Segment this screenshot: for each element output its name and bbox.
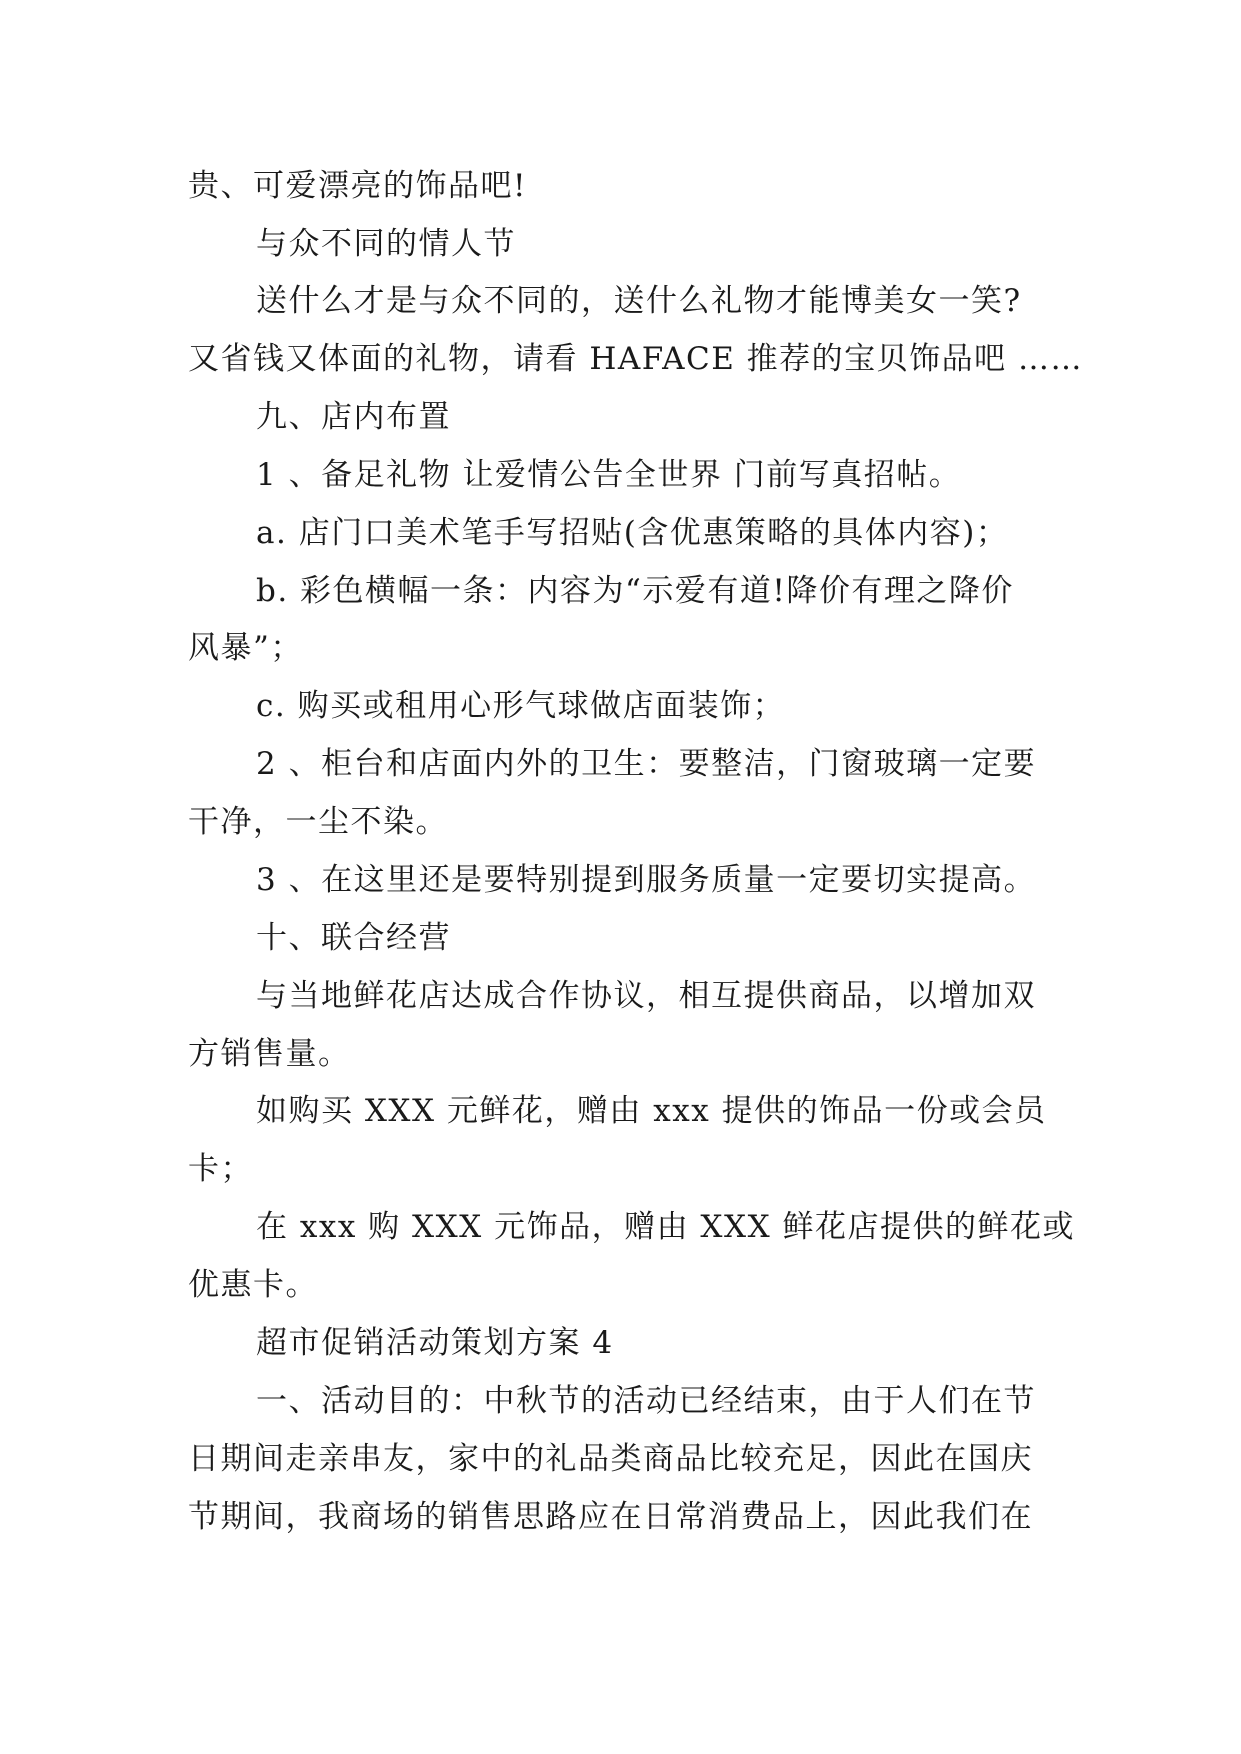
- text-line: a. 店门口美术笔手写招贴(含优惠策略的具体内容)；: [256, 515, 1009, 551]
- section-heading: 与众不同的情人节: [256, 226, 516, 262]
- text-line: 一、活动目的：中秋节的活动已经结束，由于人们在节: [256, 1383, 1036, 1419]
- text-line: 日期间走亲串友，家中的礼品类商品比较充足，因此在国庆: [188, 1441, 1033, 1477]
- text-line: 2 、柜台和店面内外的卫生：要整洁，门窗玻璃一定要: [256, 746, 1037, 782]
- text-line: 优惠卡。: [188, 1267, 318, 1303]
- text-line: 又省钱又体面的礼物，请看 HAFACE 推荐的宝贝饰品吧 ……: [188, 341, 1084, 377]
- text-line: 干净，一尘不染。: [188, 804, 448, 840]
- text-line: 送什么才是与众不同的，送什么礼物才能博美女一笑?: [256, 283, 1022, 319]
- text-line: c. 购买或租用心形气球做店面装饰；: [256, 688, 786, 724]
- section-heading: 超市促销活动策划方案 4: [256, 1325, 614, 1361]
- text-line: 卡；: [188, 1151, 253, 1187]
- text-line: 3 、在这里还是要特别提到服务质量一定要切实提高。: [256, 862, 1037, 898]
- text-line: 在 xxx 购 XXX 元饰品，赠由 XXX 鲜花店提供的鲜花或: [256, 1209, 1075, 1245]
- text-line: 贵、可爱漂亮的饰品吧!: [188, 168, 527, 204]
- text-line: 与当地鲜花店达成合作协议，相互提供商品，以增加双: [256, 978, 1036, 1014]
- text-line: 风暴”；: [188, 630, 303, 666]
- text-line: 如购买 XXX 元鲜花，赠由 xxx 提供的饰品一份或会员: [256, 1093, 1047, 1129]
- section-heading: 十、联合经营: [256, 920, 451, 956]
- text-line: 1 、备足礼物 让爱情公告全世界 门前写真招帖。: [256, 457, 962, 493]
- text-line: 节期间，我商场的销售思路应在日常消费品上，因此我们在: [188, 1499, 1033, 1535]
- text-line: 方销售量。: [188, 1036, 351, 1072]
- text-line: b. 彩色横幅一条：内容为“示爱有道!降价有理之降价: [256, 573, 1014, 609]
- section-heading: 九、店内布置: [256, 399, 451, 435]
